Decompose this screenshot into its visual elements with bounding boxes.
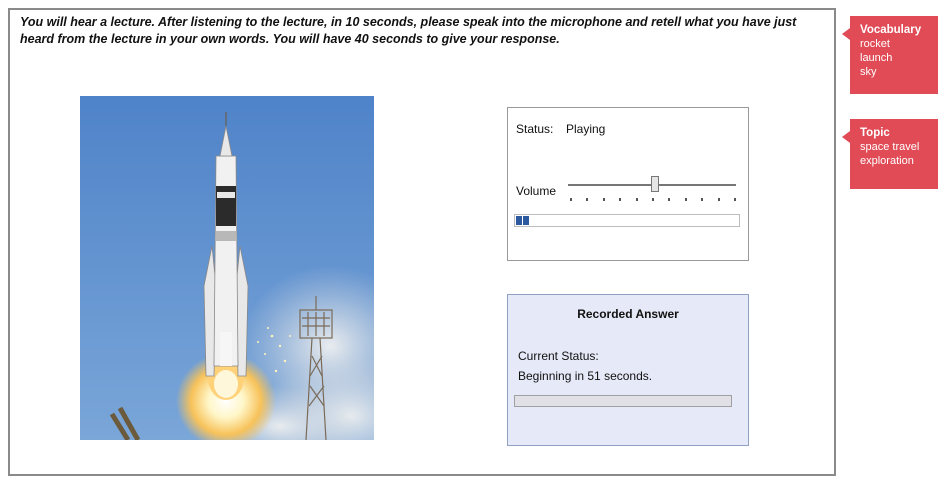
recording-progress-bar — [514, 395, 732, 407]
vocabulary-tag — [850, 16, 938, 94]
volume-slider-thumb[interactable] — [651, 176, 659, 192]
playback-progress-fill — [516, 216, 529, 225]
recorded-answer-panel — [507, 294, 749, 446]
vocabulary-tag-title: Vocabulary — [860, 24, 922, 36]
topic-item: space travel — [860, 141, 920, 153]
volume-tick — [718, 198, 720, 201]
volume-tick — [636, 198, 638, 201]
status-value: Playing — [566, 122, 606, 136]
volume-tick — [603, 198, 605, 201]
vocabulary-item: rocket — [860, 38, 890, 50]
instructions-text: You will hear a lecture. After listening to the lecture, in 10 seconds, please speak into the microphone and retell what you have just heard from the lecture in your own words. You will have 40 seconds to give your response. — [20, 15, 797, 46]
status-label: Status: — [516, 122, 554, 136]
volume-label: Volume — [516, 184, 557, 198]
playback-progress-bar — [514, 214, 740, 227]
volume-tick — [619, 198, 621, 201]
audio-player-panel — [507, 107, 749, 261]
vocabulary-item: launch — [860, 52, 893, 64]
topic-tag-title: Topic — [860, 127, 890, 139]
volume-tick — [734, 198, 736, 201]
recorded-answer-title: Recorded Answer — [577, 307, 679, 321]
rocket-launch-photo — [80, 96, 374, 440]
volume-tick — [685, 198, 687, 201]
volume-tick — [570, 198, 572, 201]
current-status-label: Current Status: — [518, 349, 599, 363]
volume-tick — [668, 198, 670, 201]
topic-item: exploration — [860, 155, 914, 167]
volume-tick — [652, 198, 654, 201]
topic-tag — [850, 119, 938, 189]
recording-countdown: Beginning in 51 seconds. — [518, 369, 653, 383]
volume-tick — [701, 198, 703, 201]
vocabulary-item: sky — [860, 66, 877, 78]
volume-tick — [586, 198, 588, 201]
